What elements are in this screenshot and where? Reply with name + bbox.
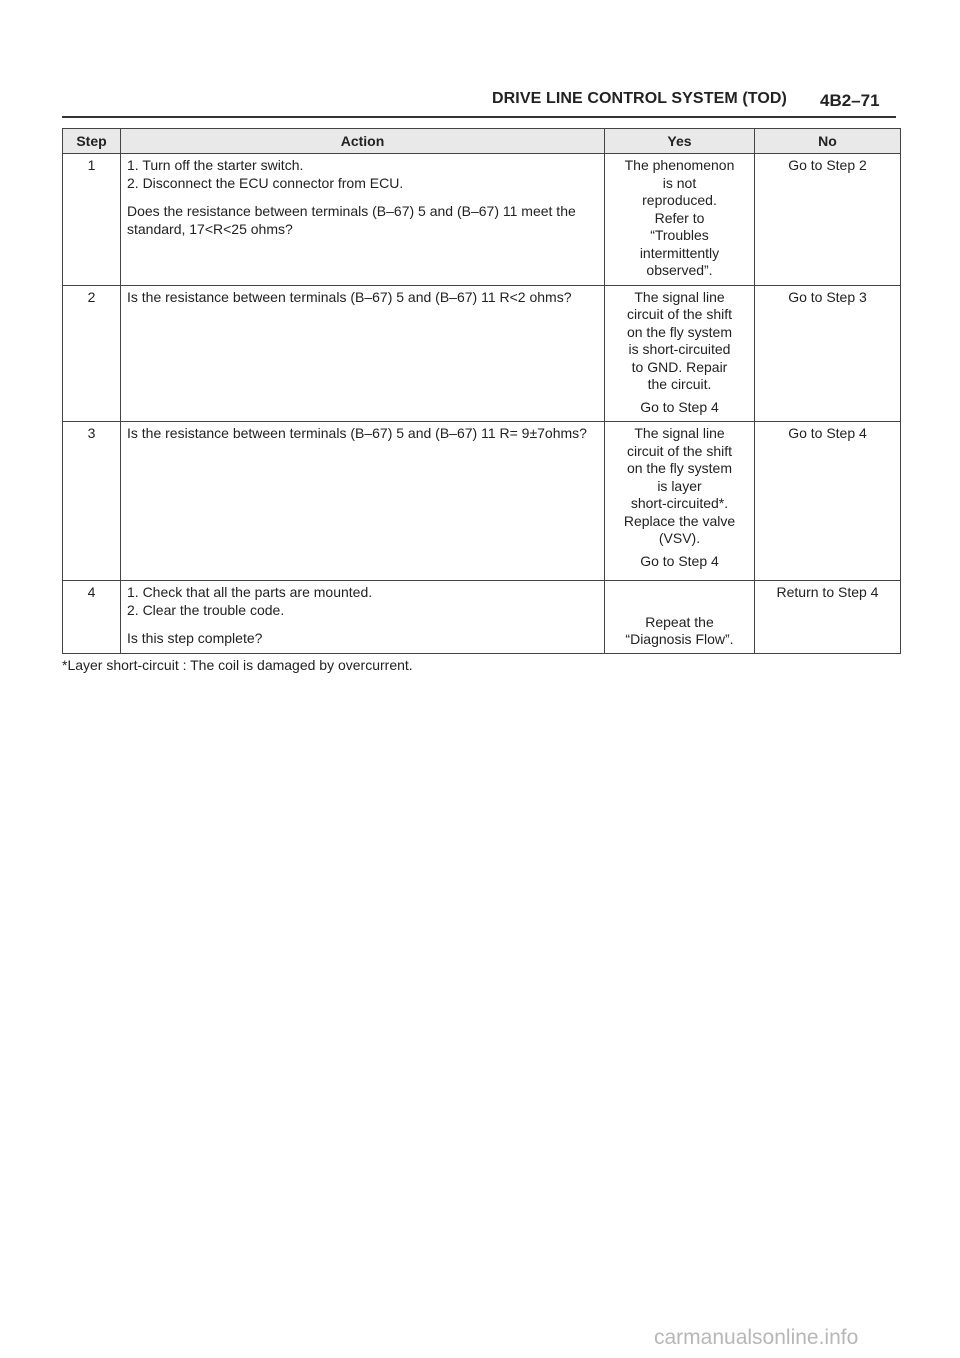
list-item: 1. Check that all the parts are mounted.	[127, 584, 373, 600]
yes-line: is not	[662, 174, 697, 191]
watermark: carmanualsonline.info	[654, 1326, 859, 1349]
yes-line: The signal line	[634, 288, 725, 305]
list-item: 2. Clear the trouble code.	[127, 601, 285, 618]
yes-line: circuit of the shift	[626, 442, 733, 459]
column-header-no: No	[755, 129, 901, 154]
no-cell: Go to Step 3	[755, 285, 901, 422]
action-question: Is the resistance between terminals (B–67) 5 and (B–67) 11 R<2 ohms?	[127, 288, 572, 305]
yes-line: the circuit.	[647, 376, 712, 392]
table-row	[63, 154, 901, 286]
yes-line: on the fly system	[626, 323, 733, 340]
yes-line: Replace the valve	[623, 512, 736, 529]
yes-line: The signal line	[634, 425, 725, 441]
yes-line: reproduced.	[642, 192, 717, 208]
column-header-yes: Yes	[605, 129, 755, 154]
yes-next-step: Go to Step 4	[640, 552, 719, 569]
yes-line: circuit of the shift	[626, 306, 733, 322]
list-item: 2. Disconnect the ECU connector from ECU.	[127, 174, 404, 191]
no-cell: Go to Step 4	[755, 422, 901, 581]
yes-line: (VSV).	[658, 530, 701, 546]
yes-cell	[605, 581, 755, 654]
page-number: 4B2–71	[820, 91, 880, 110]
diagnosis-table	[62, 128, 901, 654]
yes-line: observed”.	[646, 262, 713, 278]
list-item: 1. Turn off the starter switch.	[127, 157, 304, 173]
section-title: DRIVE LINE CONTROL SYSTEM (TOD)	[492, 90, 787, 107]
action-cell	[121, 422, 605, 581]
action-list	[127, 584, 598, 619]
no-cell: Return to Step 4	[755, 581, 901, 654]
action-question: Is the resistance between terminals (B–67) 5 and (B–67) 11 R= 9±7ohms?	[127, 425, 587, 441]
step-number: 4	[63, 581, 121, 654]
footnote: *Layer short-circuit : The coil is damaged by overcurrent.	[62, 657, 413, 673]
yes-line: on the fly system	[626, 460, 733, 476]
yes-line: “Troubles	[650, 227, 709, 243]
column-header-step: Step	[63, 129, 121, 154]
yes-cell	[605, 154, 755, 286]
table-row	[63, 422, 901, 581]
yes-line: is short-circuited	[628, 341, 731, 357]
yes-cell	[605, 422, 755, 581]
table-row	[63, 581, 901, 654]
action-cell	[121, 285, 605, 422]
header-divider	[62, 116, 896, 118]
action-question: Does the resistance between terminals (B–67) 5 and (B–67) 11 meet the standard, 17<R<25 ohms?	[127, 203, 576, 237]
yes-line: to GND. Repair	[631, 358, 728, 375]
table-row	[63, 285, 901, 422]
column-header-action: Action	[121, 129, 605, 154]
action-cell	[121, 581, 605, 654]
yes-line: “Diagnosis Flow”.	[625, 631, 734, 647]
yes-cell	[605, 285, 755, 422]
yes-line: intermittently	[639, 244, 720, 261]
table-header-row	[63, 129, 901, 154]
step-number: 3	[63, 422, 121, 581]
yes-line: The phenomenon	[624, 157, 735, 173]
action-list	[127, 157, 598, 192]
step-number: 2	[63, 285, 121, 422]
no-cell: Go to Step 2	[755, 154, 901, 286]
yes-next-step: Go to Step 4	[640, 398, 719, 415]
yes-line: Repeat the	[645, 613, 714, 630]
step-number: 1	[63, 154, 121, 286]
yes-line: Refer to	[654, 209, 705, 226]
action-cell	[121, 154, 605, 286]
yes-line: is layer	[657, 477, 702, 494]
yes-line: short-circuited*.	[630, 495, 729, 511]
action-question: Is this step complete?	[127, 630, 263, 646]
